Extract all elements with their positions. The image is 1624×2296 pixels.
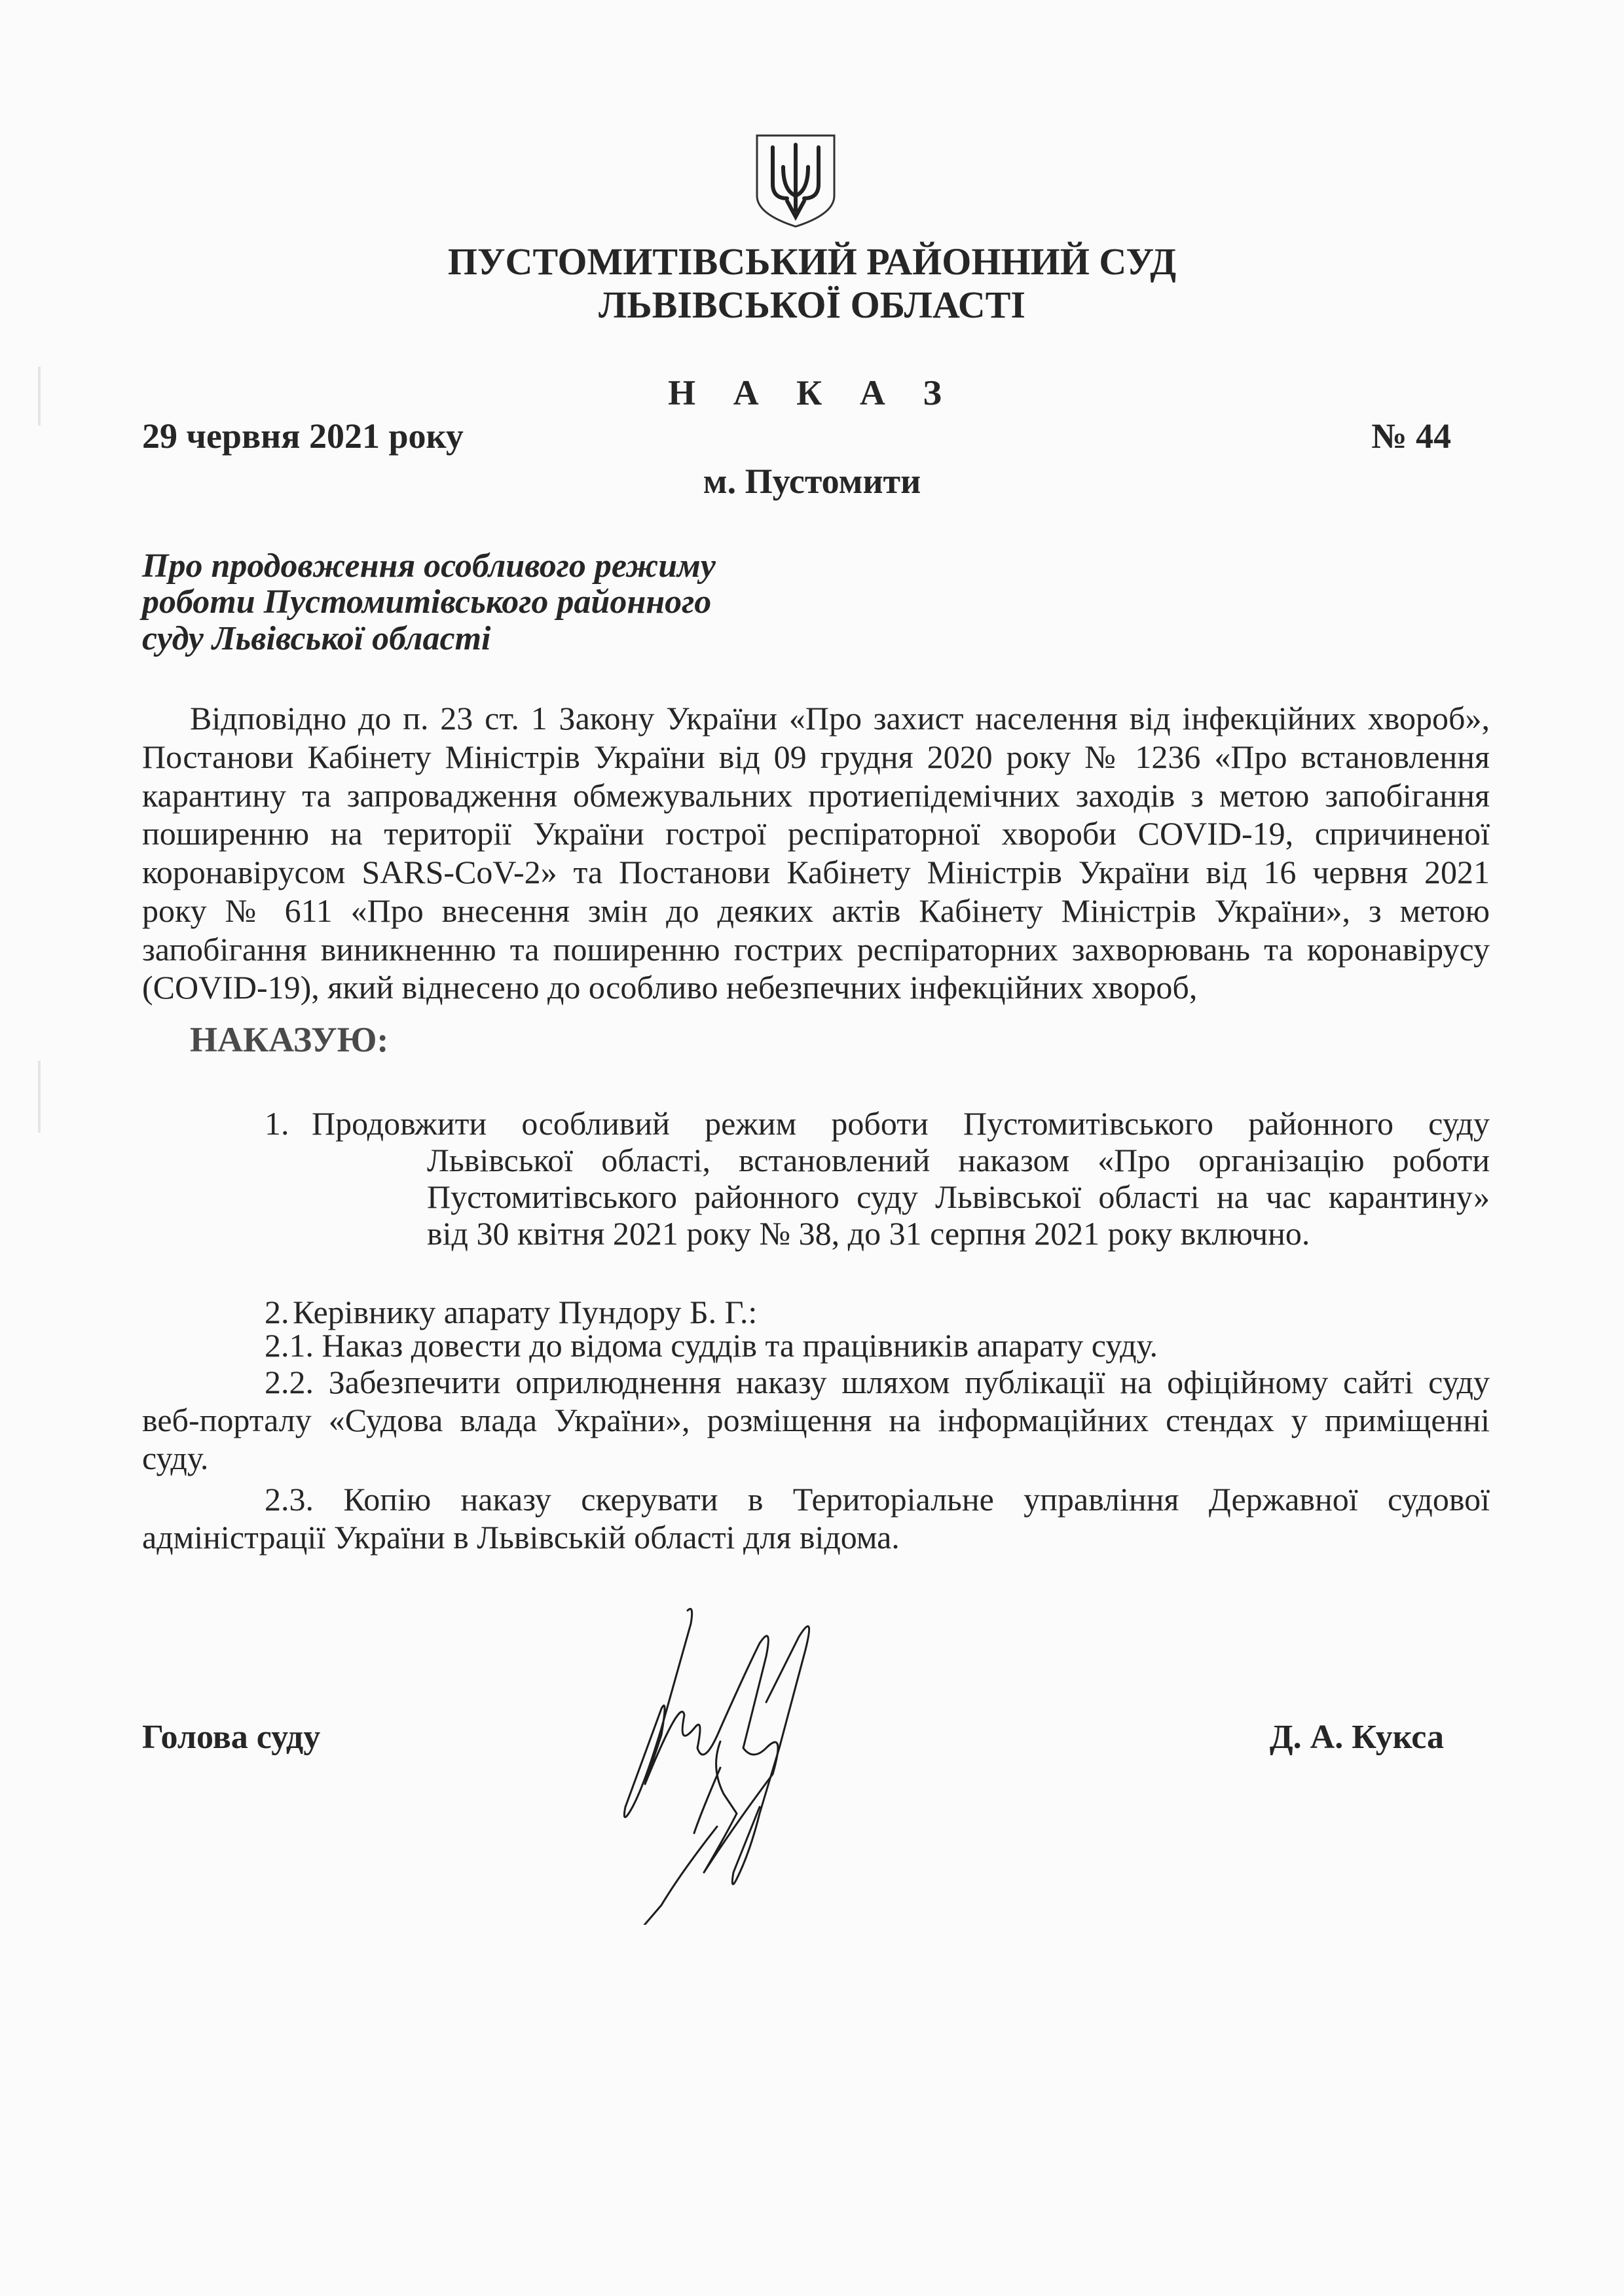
subitem-2-3-line: адміністрації України в Львівській області для відома. [142,1519,900,1556]
preamble-line: карантину та запровадження обмежувальних протиепідемічних заходів з метою запобігання [142,777,1490,814]
item-line: Продовжити особливий режим роботи Пустомитівського районного суду [312,1105,1490,1142]
subitem-2-1: 2.1. Наказ довести до відома суддів та працівників апарату суду. [265,1327,1158,1364]
preamble-line: запобігання виникненню та поширенню гострих респіраторних захворювань та коронавірусу [142,931,1490,968]
order-date: 29 червня 2021 року [142,416,464,456]
item-number: 2. [265,1294,289,1330]
order-number: № 44 [1371,416,1451,456]
signatory-name: Д. А. Кукса [1269,1719,1444,1756]
subitem-2-2-line: суду. [142,1440,209,1476]
document-type: Н А К А З [668,373,956,412]
subitem-2-2-line: 2.2. Забезпечити оприлюднення наказу шляхом публікації на офіційному сайті суду [265,1364,1490,1400]
item-line: від 30 квітня 2021 року № 38, до 31 серпня 2021 року включно. [427,1215,1310,1252]
preamble-line: Постанови Кабінету Міністрів України від 09 грудня 2020 року № 1236 «Про встановлення [142,738,1490,775]
subitem-2-2-line: веб-порталу «Судова влада України», розміщення на інформаційних стендах у приміщенні [142,1402,1490,1438]
preamble-line: поширенню на території України гострої респіраторної хвороби COVID-19, спричиненої [142,815,1490,852]
preamble-line: (COVID-19), який віднесено до особливо небезпечних інфекційних хвороб, [142,969,1198,1006]
preamble-line: року № 611 «Про внесення змін до деяких актів Кабінету Міністрів України», з метою [142,892,1490,929]
subject-line: роботи Пустомитівського районного [142,583,712,621]
item-number: 1. [265,1105,289,1142]
scan-edge-mark [38,1061,41,1133]
order-word: НАКАЗУЮ: [190,1020,389,1059]
signatory-position: Голова суду [142,1719,321,1756]
handwritten-signature [563,1597,1048,1925]
item-line: Львівської області, встановлений наказом «Про організацію роботи [427,1142,1490,1178]
item-line: Керівнику апарату Пундору Б. Г.: [293,1294,758,1330]
court-name-line1: ПУСТОМИТІВСЬКИЙ РАЙОННИЙ СУД [447,240,1177,283]
court-name-line2: ЛЬВІВСЬКОЇ ОБЛАСТІ [599,283,1025,326]
item-line: Пустомитівського районного суду Львівської області на час карантину» [427,1178,1490,1215]
subitem-2-3-line: 2.3. Копію наказу скерувати в Територіальне управління Державної судової [265,1481,1490,1518]
order-place: м. Пустомити [703,462,921,501]
preamble-line: коронавірусом SARS-CoV-2» та Постанови Кабінету Міністрів України від 16 червня 2021 [142,854,1490,890]
coat-of-arms-trident-icon [753,133,838,228]
preamble-line: Відповідно до п. 23 ст. 1 Закону України «Про захист населення від інфекційних хвороб», [190,700,1490,737]
subject-line: Про продовження особливого режиму [142,547,716,585]
subject-line: суду Львівської області [142,620,491,657]
